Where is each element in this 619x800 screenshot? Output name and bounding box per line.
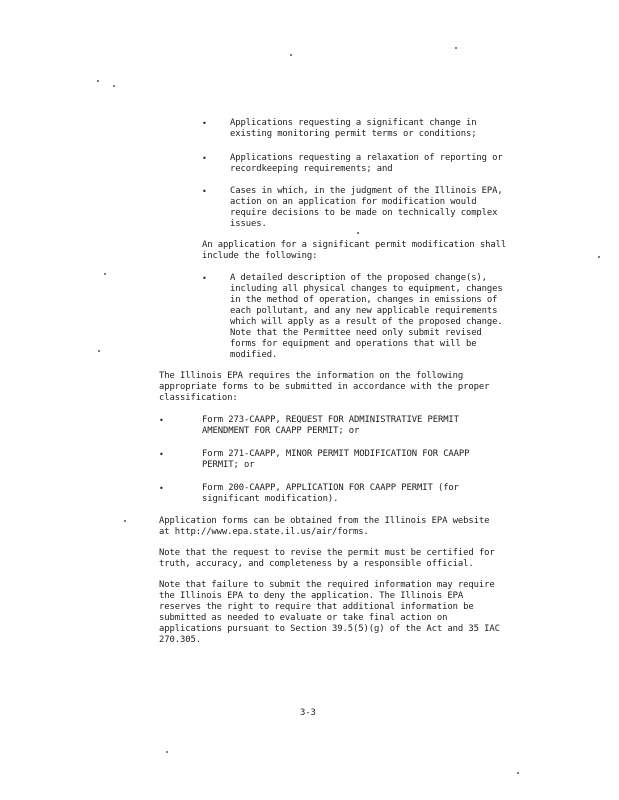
certify-paragraph-line: Note that the request to revise the permit must be certified for	[159, 548, 495, 558]
scan-speck	[517, 772, 519, 774]
page-number: 3-3	[300, 708, 316, 718]
bullet-text-line: forms for equipment and operations that will be	[230, 339, 477, 349]
bullet-text-line: issues.	[230, 219, 267, 229]
bullet-text-line: in the method of operation, changes in emissions of	[230, 295, 498, 305]
form-bullet-line: AMENDMENT FOR CAAPP PERMIT; or	[202, 426, 360, 436]
form-bullet-line: Form 273-CAAPP, REQUEST FOR ADMINISTRATIVE PERMIT	[202, 415, 459, 425]
significant-intro-line: An application for a significant permit modification shall	[202, 240, 507, 250]
scan-speck	[124, 520, 126, 522]
scan-speck	[98, 350, 100, 352]
scan-speck	[290, 54, 292, 56]
bullet-marker: •	[202, 274, 207, 283]
bullet-text-line: each pollutant, and any new applicable requirements	[230, 306, 498, 316]
forms-intro-line: The Illinois EPA requires the information on the following	[159, 371, 464, 381]
bullet-text-line: Note that the Permittee need only submit revised	[230, 328, 482, 338]
website-paragraph-line: Application forms can be obtained from the Illinois EPA website	[159, 516, 490, 526]
scan-speck	[455, 47, 457, 49]
scan-speck	[104, 273, 106, 275]
forms-intro-line: appropriate forms to be submitted in accordance with the proper	[159, 382, 490, 392]
bullet-marker: •	[159, 484, 164, 493]
failure-paragraph-line: submitted as needed to evaluate or take final action on	[159, 613, 448, 623]
failure-paragraph-line: reserves the right to require that additional information be	[159, 602, 474, 612]
bullet-text-line: including all physical changes to equipment, changes	[230, 284, 503, 294]
bullet-marker: •	[159, 416, 164, 425]
bullet-text-line: require decisions to be made on technically complex	[230, 208, 498, 218]
scan-speck	[166, 751, 168, 753]
bullet-marker: •	[202, 154, 207, 163]
failure-paragraph-line: applications pursuant to Section 39.5(5)(g) of the Act and 35 IAC	[159, 624, 500, 634]
form-bullet-line: significant modification).	[202, 494, 339, 504]
bullet-text-line: modified.	[230, 350, 278, 360]
form-bullet-line: Form 200-CAAPP, APPLICATION FOR CAAPP PERMIT (for	[202, 483, 459, 493]
bullet-text-line: which will apply as a result of the proposed change.	[230, 317, 503, 327]
form-bullet-line: PERMIT; or	[202, 460, 255, 470]
failure-paragraph-line: 270.305.	[159, 635, 201, 645]
bullet-text-line: recordkeeping requirements; and	[230, 164, 393, 174]
failure-paragraph-line: Note that failure to submit the required information may require	[159, 580, 495, 590]
scan-speck	[598, 256, 600, 258]
bullet-marker: •	[202, 119, 207, 128]
bullet-marker: •	[202, 187, 207, 196]
scan-speck	[97, 80, 99, 82]
bullet-text-line: Cases in which, in the judgment of the Illinois EPA,	[230, 186, 503, 196]
significant-intro-line: include the following:	[202, 251, 318, 261]
form-bullet-line: Form 271-CAAPP, MINOR PERMIT MODIFICATION FOR CAAPP	[202, 449, 470, 459]
scan-speck	[113, 85, 115, 87]
bullet-marker: •	[159, 450, 164, 459]
website-paragraph-line: at http://www.epa.state.il.us/air/forms.	[159, 527, 369, 537]
bullet-text-line: existing monitoring permit terms or conditions;	[230, 129, 477, 139]
bullet-text-line: Applications requesting a significant change in	[230, 118, 477, 128]
bullet-text-line: action on an application for modification would	[230, 197, 477, 207]
bullet-text-line: Applications requesting a relaxation of reporting or	[230, 153, 503, 163]
scan-speck	[357, 232, 359, 234]
bullet-text-line: A detailed description of the proposed change(s),	[230, 273, 487, 283]
failure-paragraph-line: the Illinois EPA to deny the application. The Illinois EPA	[159, 591, 464, 601]
certify-paragraph-line: truth, accuracy, and completeness by a responsible official.	[159, 559, 474, 569]
forms-intro-line: classification:	[159, 393, 238, 403]
